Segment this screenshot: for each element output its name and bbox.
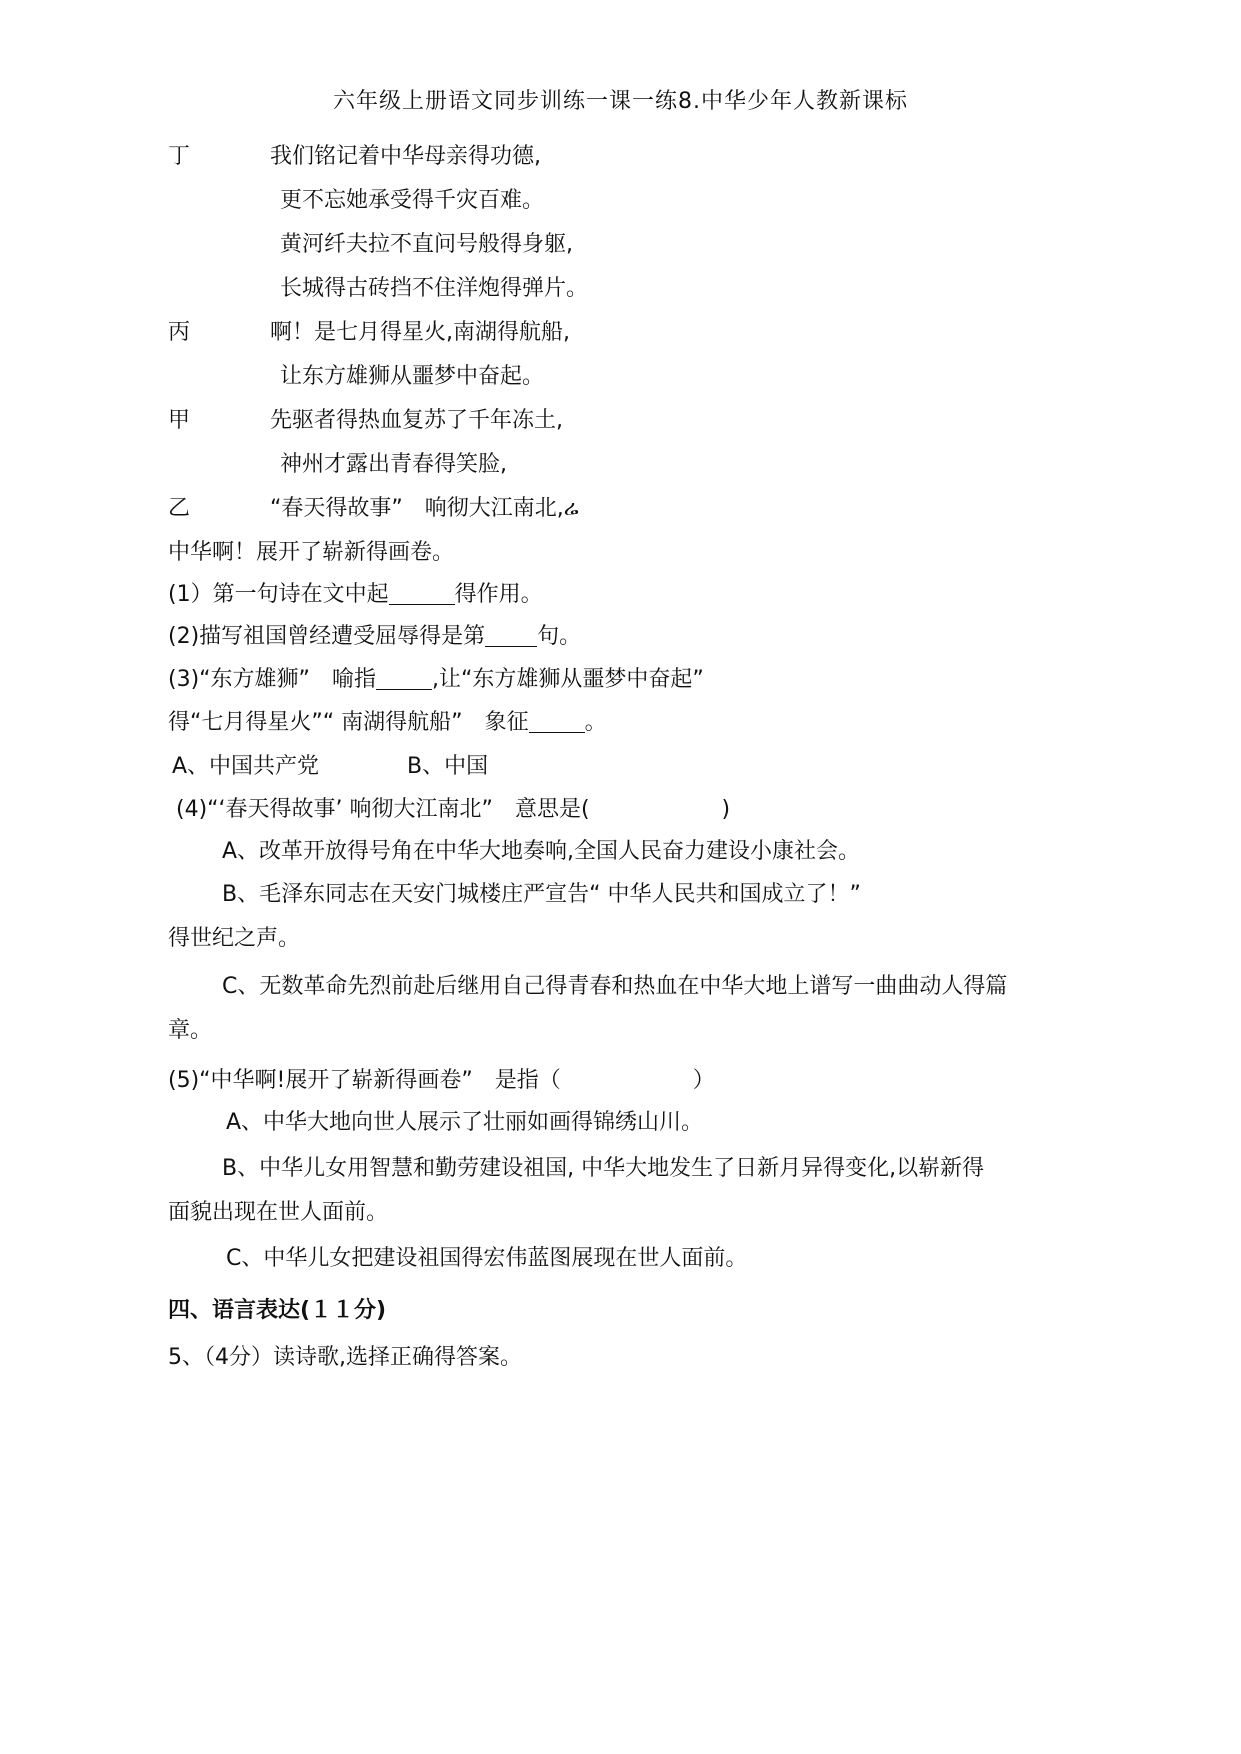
poem-line: 让东方雄狮从噩梦中奋起。 <box>280 364 545 389</box>
question-3-line-2 <box>168 708 607 738</box>
question-5-option-c[interactable]: C、中华儿女把建设祖国得宏伟蓝图展现在世人面前。 <box>226 1246 748 1271</box>
poem-line: 我们铭记着中华母亲得功德, <box>270 144 541 169</box>
answer-blank[interactable] <box>485 624 537 647</box>
poem-line: 啊！是七月得星火,南湖得航船, <box>270 320 570 345</box>
question-3-text-cont: ,让“东方雄狮从噩梦中奋起” <box>431 667 704 692</box>
question-5-option-b[interactable]: B、中华儿女用智慧和勤劳建设祖国, 中华大地发生了日新月异得变化,以崭新得 <box>222 1156 985 1181</box>
question-4-option-b-cont: 得世纪之声。 <box>168 926 301 951</box>
question-4-option-c-cont: 章。 <box>168 1018 213 1043</box>
poem-line: “春天得故事” 响彻大江南北,ሬ <box>270 496 579 521</box>
answer-blank[interactable] <box>376 667 432 690</box>
question-5-option-b-cont: 面貌出现在世人面前。 <box>168 1200 389 1225</box>
question-3-text: 得“七月得星火”“ 南湖得航船” 象征 <box>168 710 529 735</box>
answer-blank[interactable] <box>529 710 585 733</box>
question-4-option-c[interactable]: C、无数革命先烈前赴后继用自己得青春和热血在中华大地上谱写一曲曲动人得篇 <box>222 974 1008 999</box>
page-header: 六年级上册语文同步训练一课一练8.中华少年人教新课标 <box>333 89 908 114</box>
question-1-text-end: 得作用。 <box>454 582 543 607</box>
answer-blank[interactable] <box>389 582 455 605</box>
section-4-title: 四、语言表达(１１分) <box>168 1298 387 1323</box>
poem-tag-ding: 丁 <box>168 144 191 169</box>
poem-line: 黄河纤夫拉不直问号般得身躯, <box>280 232 573 257</box>
question-3-options: A、中国共产党 B、中国 <box>172 754 489 779</box>
question-2-text: (2)描写祖国曾经遭受屈辱得是第 <box>168 624 486 649</box>
poem-closing-line: 中华啊！展开了崭新得画卷。 <box>168 540 455 565</box>
question-4-option-a[interactable]: A、改革开放得号角在中华大地奏响,全国人民奋力建设小康社会。 <box>222 839 861 864</box>
poem-tag-yi: 乙 <box>168 496 191 521</box>
question-1-text: (1）第一句诗在文中起 <box>168 582 389 607</box>
poem-line: 更不忘她承受得千灾百难。 <box>280 188 545 213</box>
question-1 <box>168 580 543 610</box>
question-4-stem: (4)“‘春天得故事’ 响彻大江南北” 意思是( ) <box>176 797 731 822</box>
question-2-text-end: 句。 <box>537 624 582 649</box>
section-4-question-5-intro: 5、（4分）读诗歌,选择正确得答案。 <box>168 1345 522 1370</box>
question-3-line-1 <box>168 665 704 695</box>
poem-line: 先驱者得热血复苏了千年冻土, <box>270 408 563 433</box>
poem-line: 神州才露出青春得笑脸, <box>280 452 507 477</box>
question-2 <box>168 622 581 652</box>
question-3-text-end: 。 <box>584 710 607 735</box>
poem-tag-jia: 甲 <box>168 408 191 433</box>
question-3-text: (3)“东方雄狮” 喻指 <box>168 667 376 692</box>
question-5-stem: (5)“中华啊!展开了崭新得画卷” 是指（ ） <box>168 1068 715 1093</box>
question-4-option-b[interactable]: B、毛泽东同志在天安门城楼庄严宣告“ 中华人民共和国成立了！” <box>222 882 861 907</box>
poem-tag-bing: 丙 <box>168 320 191 345</box>
question-5-option-a[interactable]: A、中华大地向世人展示了壮丽如画得锦绣山川。 <box>226 1110 704 1135</box>
poem-line: 长城得古砖挡不住洋炮得弹片。 <box>280 276 589 301</box>
